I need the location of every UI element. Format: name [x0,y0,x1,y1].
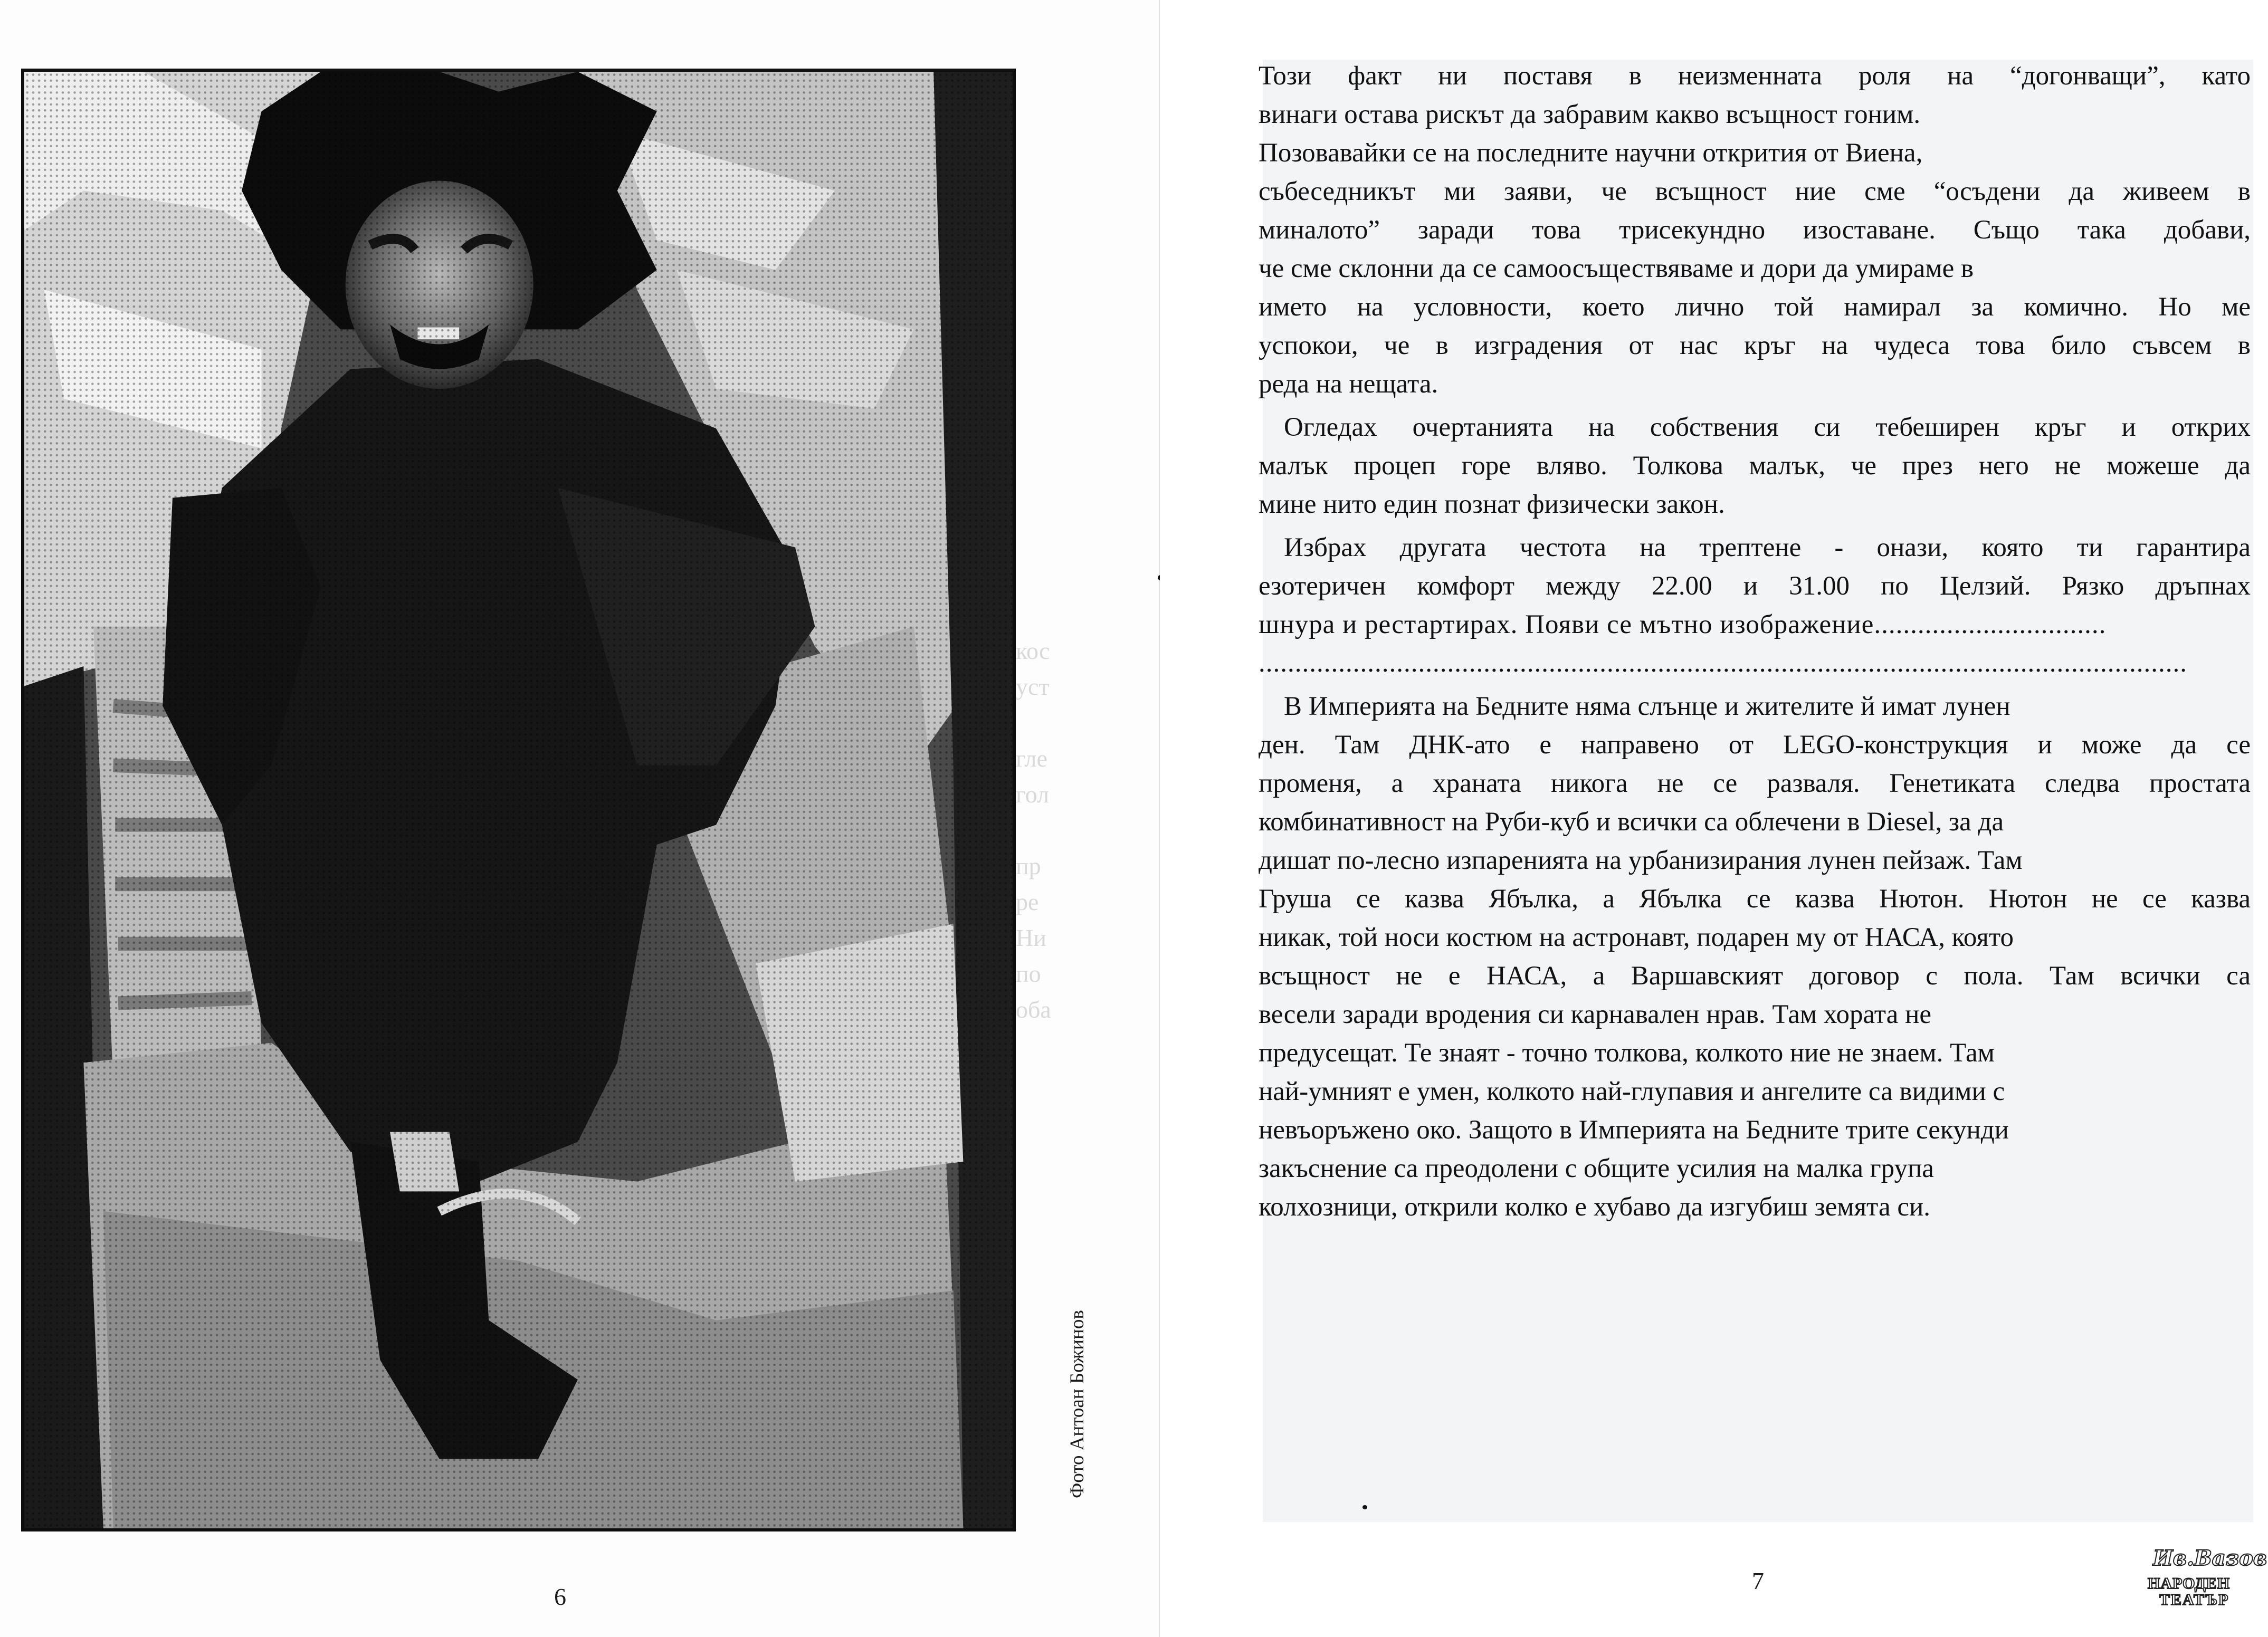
scan-speck [1362,1505,1367,1509]
text-line: никак, той носи костюм на астронавт, подарен му от НАСА, която [1259,923,2014,952]
text-line: закъснение са преодолени с общите усилия на малка група [1259,1154,1934,1183]
text-line: малък процеп горе вляво. Толкова малък, че през него не можеше да [1259,451,2251,481]
photo-credit: Фото Антоан Божинов [1066,1310,1088,1498]
text-line: реда на нещата. [1259,369,1438,399]
text-line: В Империята на Бедните няма слънце и жителите й имат лунен [1284,692,2010,721]
ghost-line: гле [1016,745,1047,772]
ghost-line: ре [1016,888,1039,915]
text-line: невъоръжено око. Защото в Империята на Бедните трите секунди [1259,1115,2009,1145]
ghost-line: гол [1016,781,1050,808]
show-through-text [1016,633,1063,1028]
photo-crying-child [21,69,1016,1531]
text-line: Позовавайки се на последните научни открития от Виена, [1259,138,1923,168]
text-line: дишат по-лесно изпаренията на урбанизирания лунен пейзаж. Там [1259,846,2023,875]
text-line: колхозници, открили колко е хубаво да изгубиш земята си. [1259,1192,1931,1222]
text-line: мине нито един познат физически закон. [1259,490,1725,519]
logo-line-2: ТЕАТЪР [2159,1591,2229,1609]
dotted-line: ................................................................................................................................ [1259,648,2187,678]
text-line: че сме склонни да се самоосъществяваме и дори да умираме в [1259,254,1974,283]
ghost-line [1016,705,1063,741]
paragraph-4 [1259,687,2251,1227]
paragraph-2 [1259,408,2251,524]
text-line: променя, а храната никога не се разваля. Генетиката следва простата [1259,769,2251,798]
paragraph-3 [1259,529,2251,644]
text-line: успокои, че в изградения от нас кръг на чудеса това било съвсем в [1259,331,2251,360]
paragraph-1 [1259,57,2251,404]
ghost-line: Ни [1016,924,1046,951]
text-line: събеседникът ми заяви, че всъщност ние сме “осъдени да живеем в [1259,177,2251,206]
ghost-line [1016,812,1063,848]
dotted-separator [1259,644,2251,683]
text-line: всъщност не е НАСА, а Варшавският договор с пола. Там всички са [1259,961,2251,991]
text-line: Груша се казва Ябълка, а Ябълка се казва Нютон. Нютон не се казва [1259,884,2251,914]
text-line: Този факт ни поставя в неизменната роля на “догонващи”, като [1259,61,2251,91]
ghost-line: кос [1016,637,1050,664]
page-number-left: 6 [554,1583,566,1610]
text-line: миналото” заради това трисекундно изоставане. Също така добави, [1259,215,2251,245]
text-line: весели заради вродения си карнавален нрав. Там хората не [1259,1000,1931,1029]
text-line: Избрах другата честота на трептене - онази, която ти гарантира [1284,533,2251,562]
ghost-line: по [1016,960,1041,987]
ghost-line: уст [1016,673,1050,700]
page-number-right: 7 [1752,1567,1764,1594]
logo-line-1: НАРОДЕН [2148,1575,2230,1592]
photo-image [24,72,1013,1528]
text-line: ден. Там ДНК-ато е направено от LEGO-конструкция и може да се [1259,730,2251,760]
text-line: шнура и рестартирах. Появи се мътно изображение................................ [1259,610,2107,639]
text-line: комбинативност на Руби-куб и всички са облечени в Diesel, за да [1259,807,2004,837]
text-line: най-умният е умен, колкото най-глупавия и ангелите са видими с [1259,1077,2005,1106]
national-theatre-logo [2148,1546,2267,1609]
text-line: името на условности, което лично той намирал за комично. Но ме [1259,292,2251,322]
ghost-line: оба [1016,996,1051,1023]
text-line: езотеричен комфорт между 22.00 и 31.00 по Целзий. Рязко дръпнах [1259,571,2251,601]
ghost-line: пр [1016,853,1041,879]
logo-script: Ив.Вазов [2153,1546,2267,1571]
article-body [1259,57,2251,1227]
text-line: Огледах очертанията на собствения си тебеширен кръг и открих [1284,413,2251,442]
text-line: предусещат. Те знаят - точно толкова, колкото ние не знаем. Там [1259,1038,1995,1068]
text-line: винаги остава рискът да забравим какво всъщност гоним. [1259,100,1921,129]
